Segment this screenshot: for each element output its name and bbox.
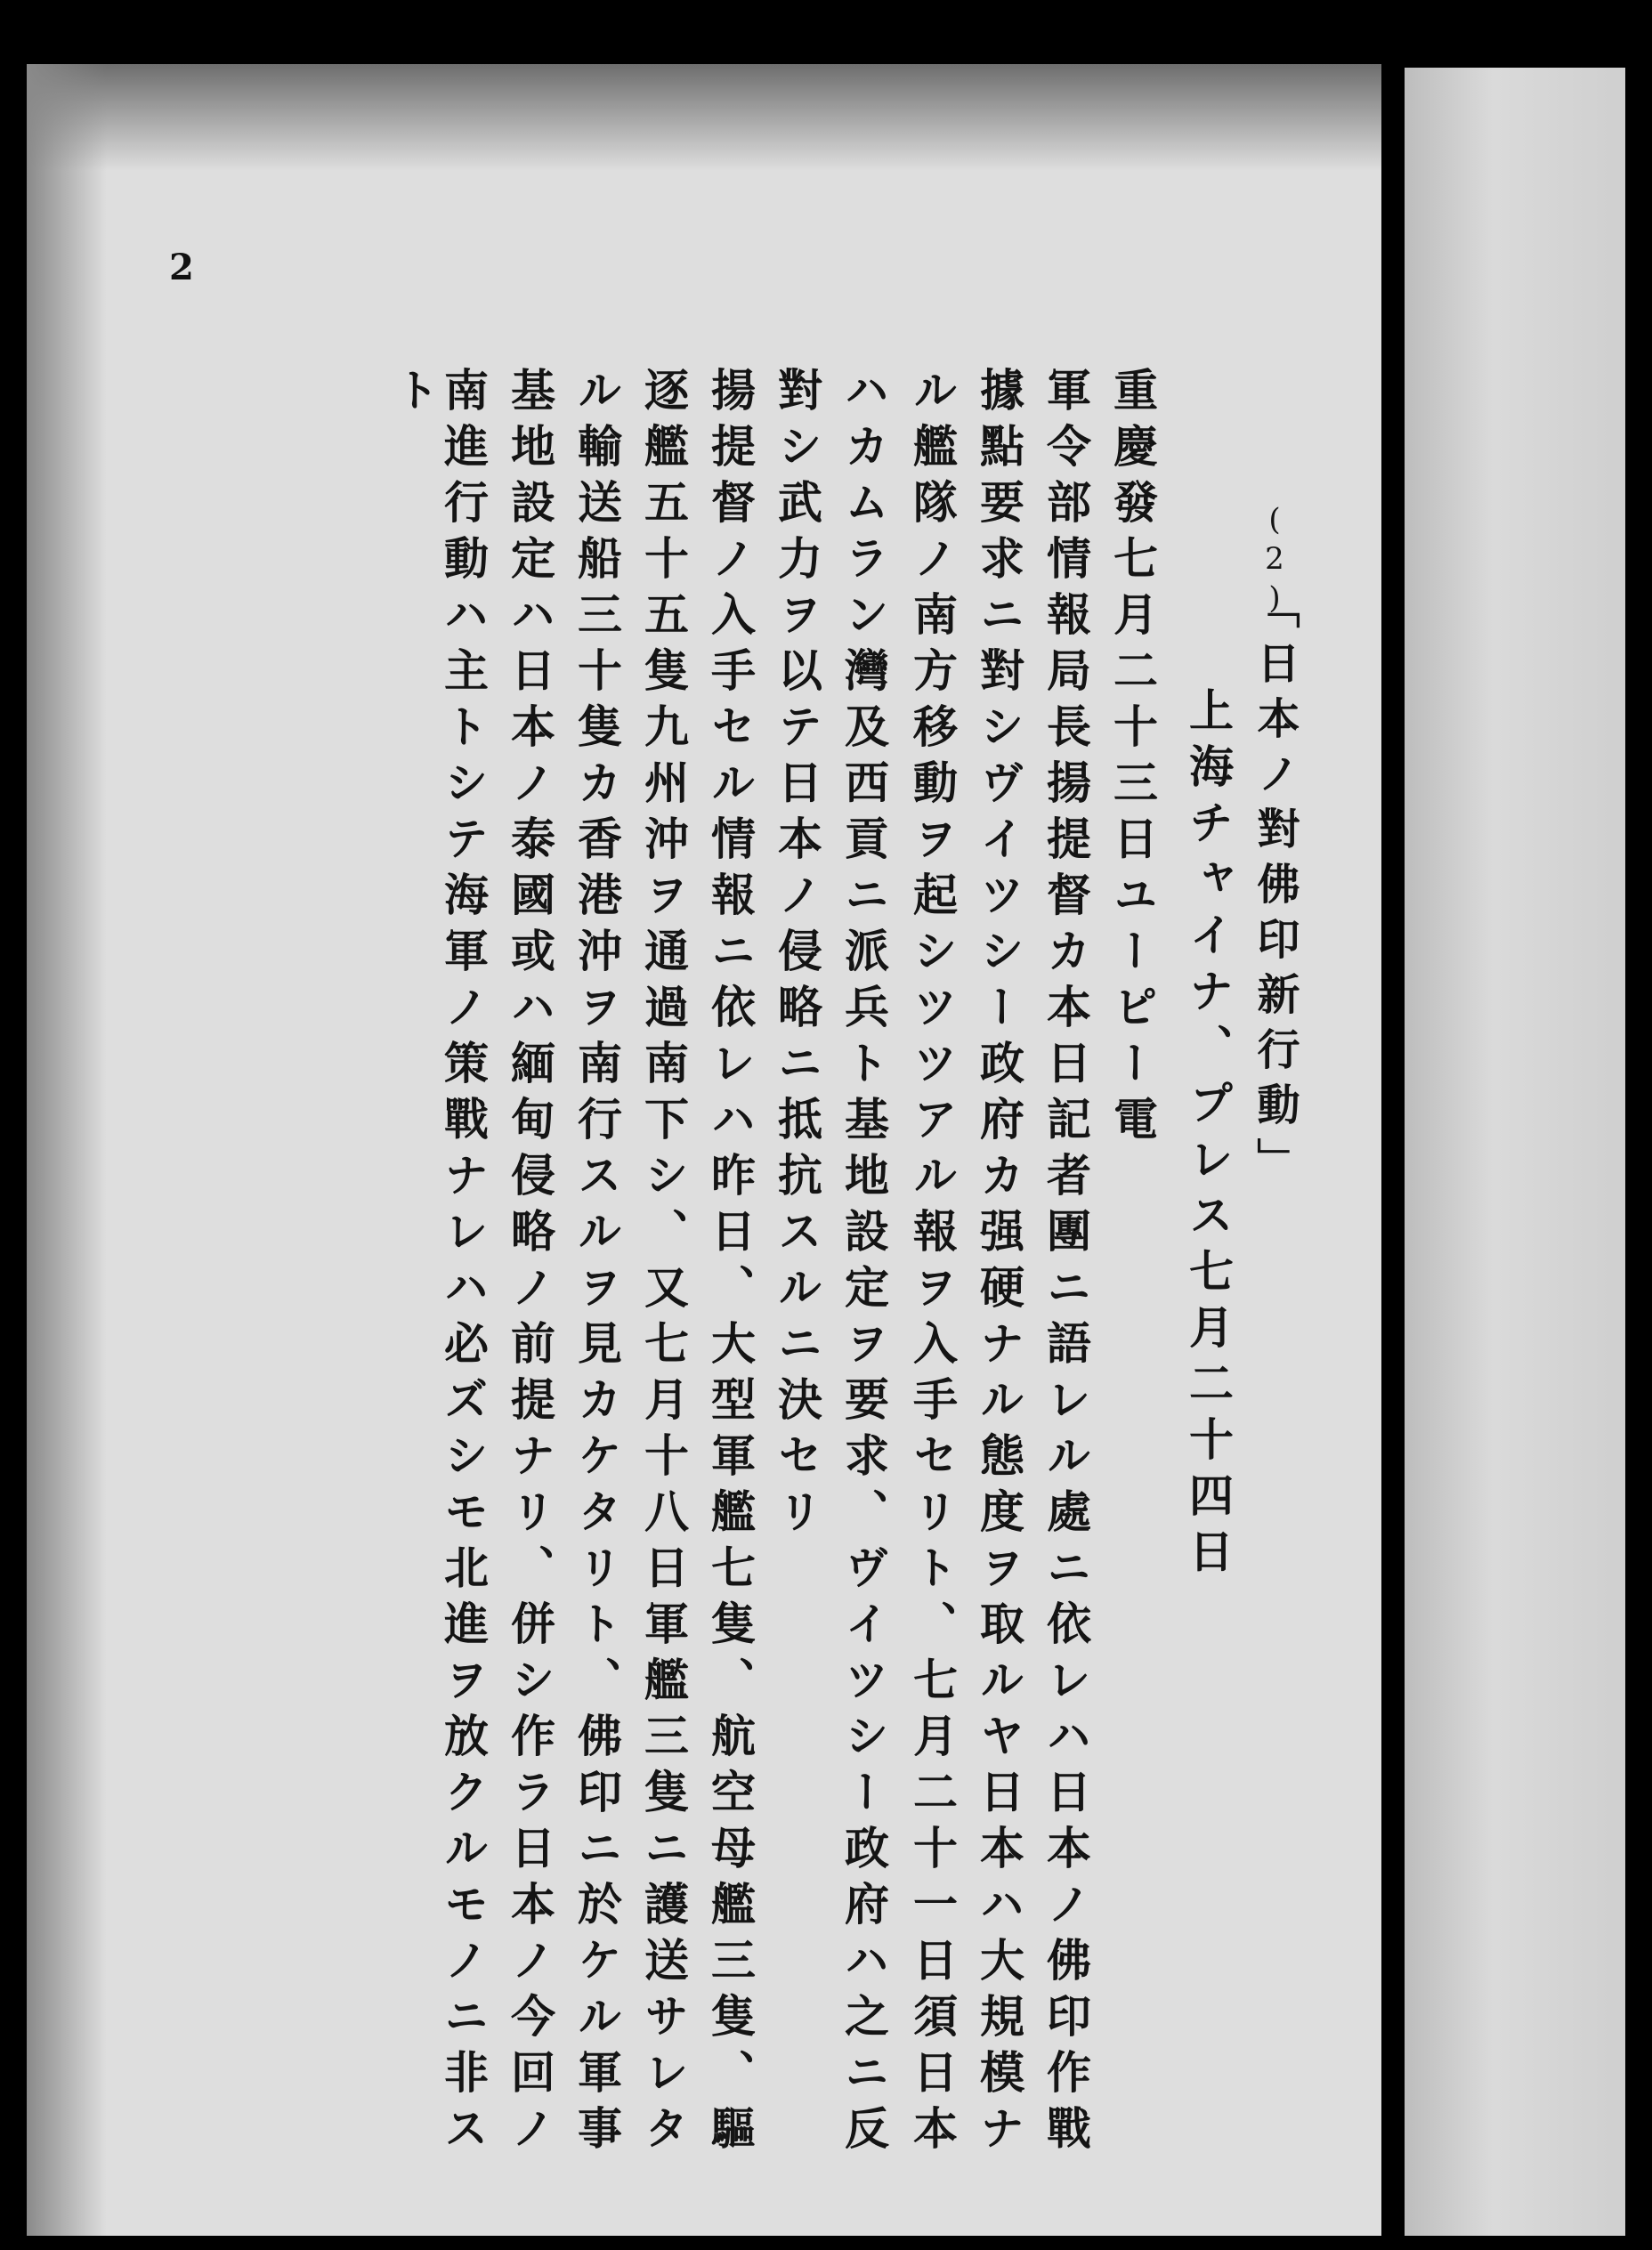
body-column-8: 逐艦五十五隻九州沖ヲ通過南下シ、又七月十八日軍艦三隻ニ護送サレタ bbox=[637, 367, 690, 2161]
body-column-10: 基地設定ハ日本ノ泰國或ハ緬甸侵略ノ前提ナリ、併シ作ラ日本ノ今回ノ bbox=[504, 367, 556, 2161]
document-page bbox=[27, 64, 1381, 2236]
body-column-5: ハカムラン灣及西貢ニ派兵ト基地設定ヲ要求、ヴイツシー政府ハ之ニ反 bbox=[838, 367, 890, 2161]
page-number: 2 bbox=[169, 247, 194, 288]
body-column-2: 軍令部情報局長揚提督カ本日記者團ニ語レル處ニ依レハ日本ノ佛印作戰 bbox=[1040, 367, 1092, 2161]
body-column-9: ル輸送船三十隻カ香港沖ヲ南行スルヲ見カケタリト、佛印ニ於ケル軍事 bbox=[571, 367, 623, 2161]
body-column-1: 重慶發七月二十三日ユーピー電 bbox=[1106, 367, 1159, 1152]
adjacent-page-edge bbox=[1405, 68, 1625, 2236]
body-column-7: 揚提督ノ入手セル情報ニ依レハ昨日、大型軍艦七隻、航空母艦三隻、驅 bbox=[704, 367, 757, 2161]
body-column-3: 據點要求ニ對シヴイツシー政府カ强硬ナル態度ヲ取ルヤ日本ハ大規模ナ bbox=[973, 367, 1025, 2161]
body-column-6: 對シ武力ヲ以テ日本ノ侵略ニ抵抗スルニ決セリ bbox=[771, 367, 823, 1544]
article-source: 上海チャイナ、プレス七月二十四日 bbox=[1182, 687, 1235, 1584]
body-column-12: ト bbox=[388, 367, 441, 423]
body-column-4: ル艦隊ノ南方移動ヲ起シツツアル報ヲ入手セリト、七月二十一日須日本 bbox=[906, 367, 959, 2161]
article-heading: 「日本ノ對佛印新行動」 bbox=[1250, 586, 1300, 1193]
section-label: (2) bbox=[1257, 502, 1292, 619]
body-column-11: 南進行動ハ主トシテ海軍ノ策戰ナレハ必ズシモ北進ヲ放クルモノニ非ス bbox=[437, 367, 490, 2161]
